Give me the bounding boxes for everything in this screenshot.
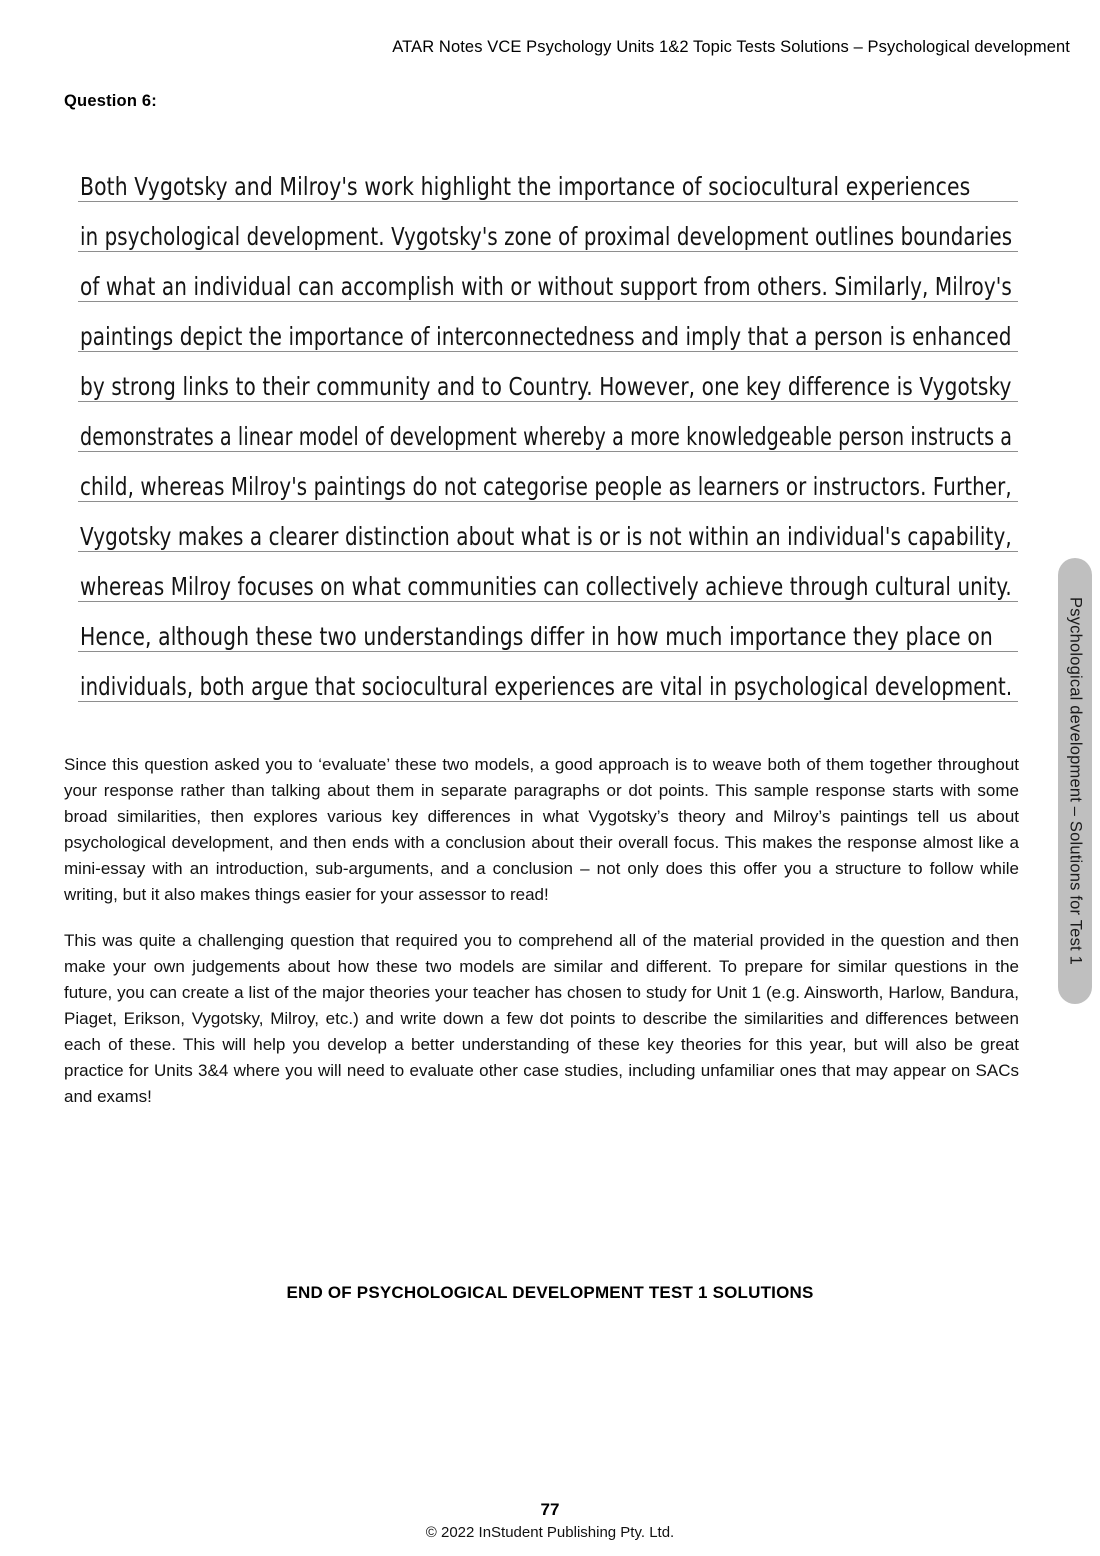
page-header-title: ATAR Notes VCE Psychology Units 1&2 Topic Tests Solutions – Psychological development [392,38,1070,56]
question-heading: Question 6: [64,92,157,110]
explanation-paragraph-1: Since this question asked you to ‘evaluate’ these two models, a good approach is to weave both of them together throughout your response rather than talking about them in separate paragraphs or dot points. This sample response starts with some broad similarities, then explores various key differences in what Vygotsky’s theory and Milroy’s paintings tell us about psychological development, and then ends with a conclusion about their overall focus. This makes the response almost like a mini-essay with an introduction, sub-arguments, and a conclusion – not only does this offer you a structure to follow while writing, but it also makes things easier for your assessor to read! [64,755,1019,904]
handwritten-line [78,602,1018,652]
handwritten-line [78,152,1018,202]
handwritten-line [78,652,1018,702]
handwritten-line [78,252,1018,302]
handwritten-line-text: paintings depict the importance of interconnectedness and imply that a person is enhanced [80,321,1012,351]
handwritten-line-text: individuals, both argue that sociocultural experiences are vital in psychological development. [80,671,1013,701]
handwritten-line [78,352,1018,402]
handwritten-line-text: child, whereas Milroy's paintings do not categorise people as learners or instructors. Further, [80,471,1012,501]
handwritten-line [78,202,1018,252]
handwritten-line-text: by strong links to their community and to Country. However, one key difference is Vygotsky [80,371,1012,401]
handwritten-line [78,452,1018,502]
handwritten-line [78,502,1018,552]
handwritten-line-text: Both Vygotsky and Milroy's work highlight the importance of sociocultural experiences [80,171,971,201]
handwritten-line [78,402,1018,452]
handwritten-line-text: whereas Milroy focuses on what communities can collectively achieve through cultural unity. [80,571,1012,601]
copyright-notice: © 2022 InStudent Publishing Pty. Ltd. [425,1524,675,1541]
explanation-paragraph-2: This was quite a challenging question that required you to comprehend all of the material provided in the question and then make your own judgements about how these two models are similar and different. To prepare for similar questions in the future, you can create a list of the major theories your teacher has chosen to study for Unit 1 (e.g. Ainsworth, Harlow, Bandura, Piaget, Erikson, Vygotsky, Milroy, etc.) and write down a few dot points to describe the similarities and differences between each of these. This will help you develop a better understanding of these key theories for this year, but will also be great practice for Units 3&4 where you will need to evaluate other case studies, including unfamiliar ones that may appear on SACs and exams! [64,931,1019,1106]
page-number: 77 [540,1500,560,1519]
handwritten-line-text: Vygotsky makes a clearer distinction about what is or is not within an individual's capability, [80,521,1012,551]
handwritten-line [78,302,1018,352]
handwritten-line-text: in psychological development. Vygotsky's zone of proximal development outlines boundaries [80,221,1013,251]
handwritten-response-block [78,152,1018,702]
handwritten-line-text: of what an individual can accomplish with or without support from others. Similarly, Milroy's [80,271,1012,301]
handwritten-line-text: Hence, although these two understandings differ in how much importance they place on [80,621,993,651]
side-tab [1058,558,1092,1004]
handwritten-line [78,552,1018,602]
handwritten-line-text: demonstrates a linear model of development whereby a more knowledgeable person instructs a [80,421,1013,451]
side-tab-label: Psychological development – Solutions for Test 1 [1066,597,1085,965]
end-of-test-note: END OF PSYCHOLOGICAL DEVELOPMENT TEST 1 SOLUTIONS [286,1283,814,1302]
